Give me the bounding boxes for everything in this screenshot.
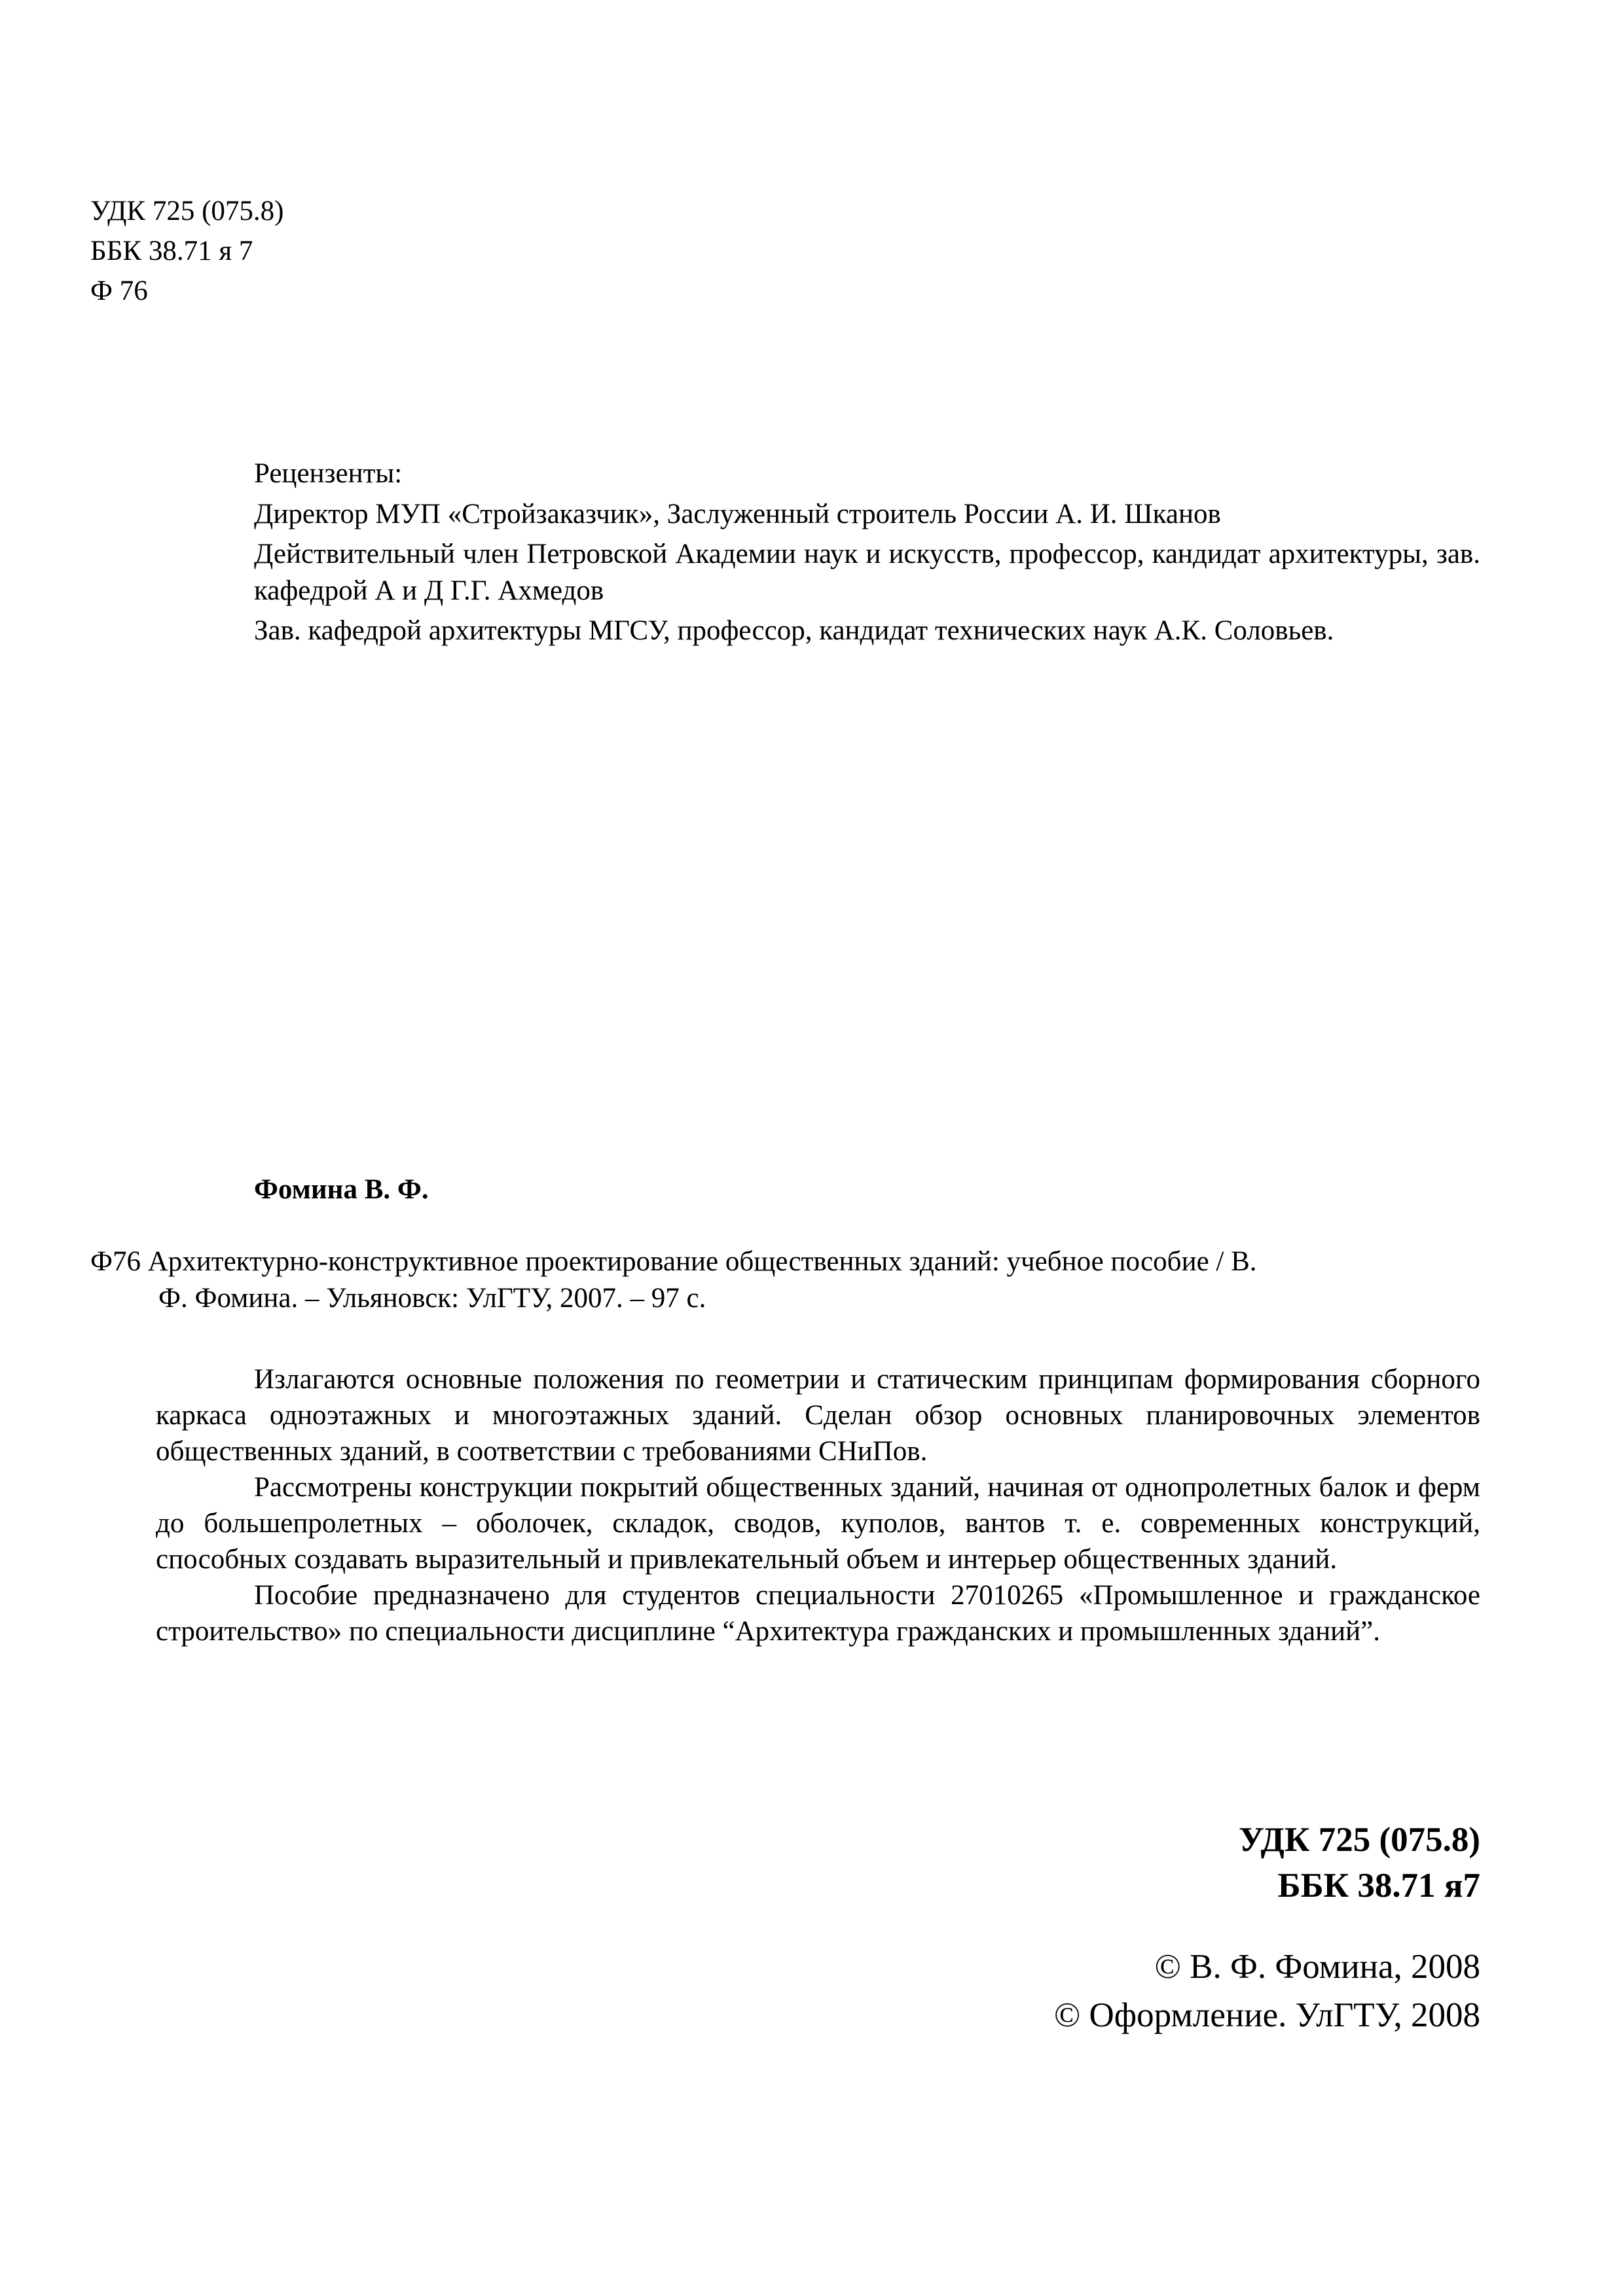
reviewer-item: Действительный член Петровской Академии наук и искусств, профессор, кандидат архитектуры, зав. кафедрой А и Д Г.Г. Ахмедов <box>254 539 1480 606</box>
author-mark: Ф 76 <box>90 276 148 306</box>
bbk-code: ББК 38.71 я 7 <box>90 236 253 266</box>
abstract <box>156 1361 1480 1649</box>
bbk-code: ББК 38.71 я7 <box>1277 1867 1480 1905</box>
copyright-design: © Оформление. УлГТУ, 2008 <box>1054 1996 1480 2034</box>
abstract-paragraph: Пособие предназначено для студентов специальности 27010265 «Промышленное и гражданское строительство» по специальности дисциплине “Архитектура гражданских и промышленных зданий”. <box>156 1580 1480 1647</box>
udk-code: УДК 725 (075.8) <box>90 196 284 226</box>
copyright-block <box>1054 1943 1480 2039</box>
reviewers-heading: Рецензенты: <box>254 458 403 489</box>
classification-codes-top <box>90 191 284 311</box>
reviewer-item: Зав. кафедрой архитектуры МГСУ, профессор, кандидат технических наук А.К. Соловьев. <box>254 615 1334 646</box>
reviewers-section <box>254 456 1480 653</box>
classification-codes-bottom <box>1239 1817 1480 1909</box>
bibliographic-line: Ф76 Архитектурно-конструктивное проектирование общественных зданий: учебное пособие / В. <box>90 1246 1257 1277</box>
bibliographic-record <box>90 1244 1480 1317</box>
bibliographic-line: Ф. Фомина. – Ульяновск: УлГТУ, 2007. – 97 с. <box>158 1283 706 1314</box>
abstract-paragraph: Излагаются основные положения по геометрии и статическим принципам формирования сборного каркаса одноэтажных и многоэтажных зданий. Сделан обзор основных планировочных элементов общественных зданий, в соответствии с требованиями СНиПов. <box>156 1364 1480 1467</box>
copyright-author: © В. Ф. Фомина, 2008 <box>1154 1948 1480 1986</box>
udk-code: УДК 725 (075.8) <box>1239 1821 1480 1859</box>
reviewer-item: Директор МУП «Стройзаказчик», Заслуженный строитель России А. И. Шканов <box>254 499 1221 529</box>
author-name: Фомина В. Ф. <box>254 1174 429 1205</box>
abstract-paragraph: Рассмотрены конструкции покрытий общественных зданий, начиная от однопролетных балок и ферм до большепролетных – оболочек, складок, сводов, куполов, вантов т. е. современных конструкций, способных создавать выразительный и привлекательный объем и интерьер общественных зданий. <box>156 1472 1480 1575</box>
